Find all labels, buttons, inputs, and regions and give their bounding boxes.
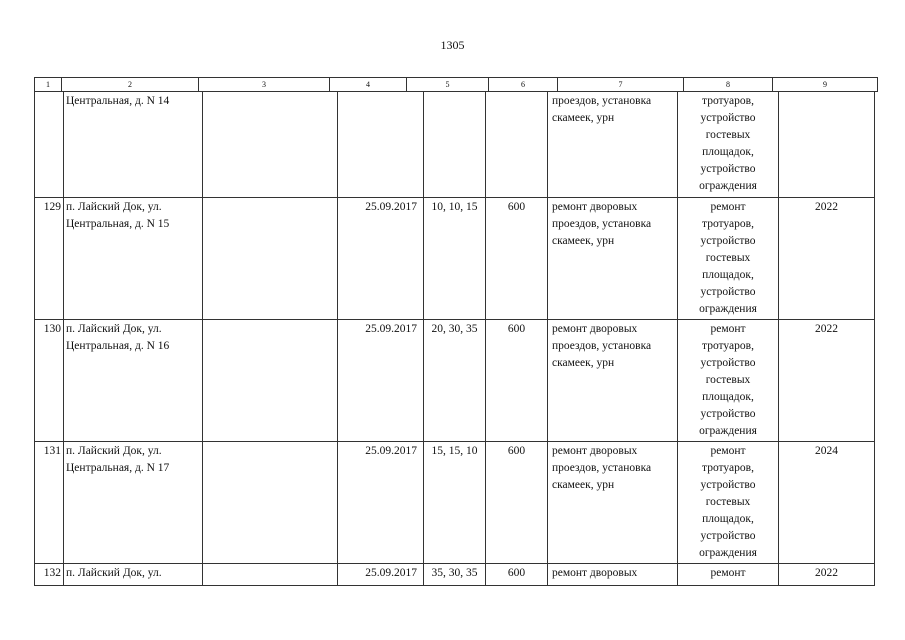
extra-line: тротуаров,: [702, 339, 754, 352]
extra-line: устройство: [700, 112, 756, 124]
cell-num: 131: [35, 441, 64, 563]
extra-line: гостевых: [705, 251, 751, 264]
cell-date: 25.09.2017: [338, 563, 424, 585]
extra-line: гостевых: [705, 129, 751, 141]
column-number-header: [34, 77, 878, 92]
extra-line: устройство: [700, 285, 756, 298]
cell-marks: 20, 30, 35: [424, 319, 486, 441]
cell-col3: [203, 319, 338, 441]
extra-line: устройство: [700, 529, 756, 542]
header-cell-2: 2: [62, 78, 199, 92]
extra-line: устройство: [700, 234, 756, 247]
cell-area: 600: [486, 441, 548, 563]
work-line: скамеек, урн: [552, 112, 615, 124]
table-row: [35, 441, 875, 563]
cell-col3: [203, 441, 338, 563]
address-line: Центральная, д. N 15: [66, 217, 170, 230]
work-line: скамеек, урн: [552, 478, 615, 491]
cell-area: 600: [486, 197, 548, 319]
work-line: ремонт дворовых: [552, 444, 638, 457]
header-cell-8: 8: [684, 78, 773, 92]
address-line: Центральная, д. N 16: [66, 339, 170, 352]
cell-address: [64, 92, 203, 197]
cell-work: [548, 441, 678, 563]
cell-marks: 10, 10, 15: [424, 197, 486, 319]
cell-area: [486, 92, 548, 197]
extra-line: ограждения: [699, 302, 757, 315]
data-table: [34, 92, 875, 586]
cell-extra: [678, 319, 779, 441]
table-row: [35, 319, 875, 441]
cell-year: 2022: [779, 197, 875, 319]
extra-line: ограждения: [699, 546, 757, 559]
cell-num: 130: [35, 319, 64, 441]
address-line: п. Лайский Док, ул.: [66, 322, 162, 335]
cell-work: [548, 319, 678, 441]
header-cell-3: 3: [199, 78, 330, 92]
extra-line: ремонт: [710, 200, 746, 213]
extra-line: ограждения: [699, 424, 757, 437]
header-row: [35, 78, 878, 92]
extra-line: площадок,: [702, 268, 754, 281]
header-cell-9: 9: [773, 78, 878, 92]
cell-work: [548, 197, 678, 319]
cell-extra: [678, 197, 779, 319]
cell-area: 600: [486, 319, 548, 441]
extra-line: устройство: [700, 163, 756, 175]
header-cell-4: 4: [330, 78, 407, 92]
header-cell-6: 6: [489, 78, 558, 92]
cell-work: [548, 563, 678, 585]
work-line: проездов, установка: [552, 217, 652, 230]
work-line: ремонт дворовых: [552, 200, 638, 213]
cell-year: 2024: [779, 441, 875, 563]
cell-date: [338, 92, 424, 197]
extra-line: тротуаров,: [702, 461, 754, 474]
extra-line: ограждения: [699, 180, 757, 192]
extra-line: тротуаров,: [702, 95, 754, 107]
address-line: п. Лайский Док, ул.: [66, 566, 162, 579]
cell-area: 600: [486, 563, 548, 585]
cell-year: 2022: [779, 319, 875, 441]
address-line: Центральная, д. N 17: [66, 461, 170, 474]
cell-marks: 35, 30, 35: [424, 563, 486, 585]
cell-col3: [203, 92, 338, 197]
work-line: скамеек, урн: [552, 356, 615, 369]
cell-address: [64, 563, 203, 585]
cell-marks: [424, 92, 486, 197]
extra-line: устройство: [700, 356, 756, 369]
cell-col3: [203, 197, 338, 319]
extra-line: площадок,: [702, 390, 754, 403]
address-line: п. Лайский Док, ул.: [66, 444, 162, 457]
cell-num: 129: [35, 197, 64, 319]
table-body: [35, 92, 875, 585]
cell-num: [35, 92, 64, 197]
extra-line: устройство: [700, 478, 756, 491]
extra-line: тротуаров,: [702, 217, 754, 230]
extra-line: гостевых: [705, 495, 751, 508]
extra-line: площадок,: [702, 512, 754, 525]
cell-extra: [678, 563, 779, 585]
cell-col3: [203, 563, 338, 585]
cell-work: [548, 92, 678, 197]
page-number: 1305: [440, 38, 465, 52]
work-line: ремонт дворовых: [552, 322, 638, 335]
cell-year: [779, 92, 875, 197]
extra-line: устройство: [700, 407, 756, 420]
table-row-continuation: [35, 92, 875, 197]
header-cell-5: 5: [407, 78, 489, 92]
address-line: Центральная, д. N 14: [66, 95, 170, 107]
address-line: п. Лайский Док, ул.: [66, 200, 162, 213]
extra-line: ремонт: [710, 322, 746, 335]
cell-address: [64, 441, 203, 563]
work-line: скамеек, урн: [552, 234, 615, 247]
header-cell-7: 7: [558, 78, 684, 92]
cell-marks: 15, 15, 10: [424, 441, 486, 563]
table-row: [35, 197, 875, 319]
work-line: проездов, установка: [552, 95, 652, 107]
cell-date: 25.09.2017: [338, 441, 424, 563]
cell-year: 2022: [779, 563, 875, 585]
cell-num: 132: [35, 563, 64, 585]
extra-line: гостевых: [705, 373, 751, 386]
cell-date: 25.09.2017: [338, 197, 424, 319]
extra-line: ремонт: [710, 566, 746, 579]
table-row: [35, 563, 875, 585]
work-line: проездов, установка: [552, 461, 652, 474]
work-line: проездов, установка: [552, 339, 652, 352]
cell-extra: [678, 92, 779, 197]
work-line: ремонт дворовых: [552, 566, 638, 579]
extra-line: площадок,: [702, 146, 754, 158]
cell-address: [64, 197, 203, 319]
cell-date: 25.09.2017: [338, 319, 424, 441]
header-cell-1: 1: [35, 78, 62, 92]
cell-extra: [678, 441, 779, 563]
cell-address: [64, 319, 203, 441]
extra-line: ремонт: [710, 444, 746, 457]
